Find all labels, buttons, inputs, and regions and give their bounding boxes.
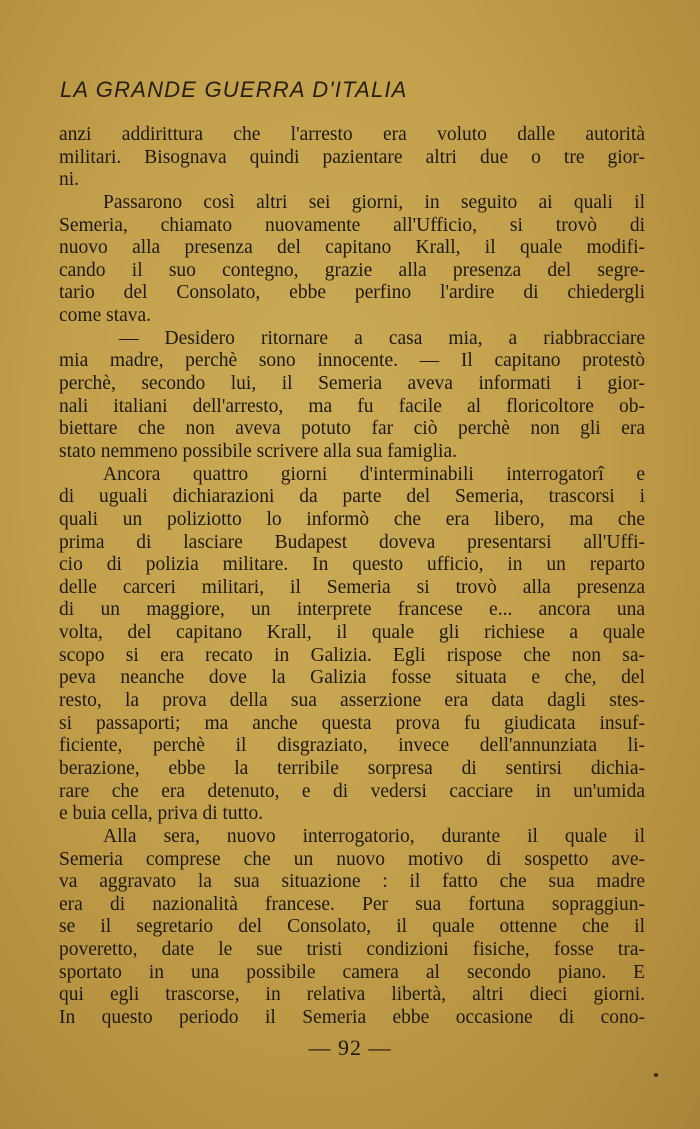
text-line: era di nazionalità francese. Per sua fortuna sopraggiun- bbox=[59, 893, 645, 915]
text-line: si passaporti; ma anche questa prova fu giudicata insuf- bbox=[59, 712, 645, 734]
text-line: In questo periodo il Semeria ebbe occasione di cono- bbox=[59, 1006, 645, 1028]
text-line: Passarono così altri sei giorni, in seguito ai quali il bbox=[103, 191, 645, 213]
text-line: poveretto, date le sue tristi condizioni fisiche, fosse tra- bbox=[59, 939, 645, 961]
text-line: va aggravato la sua situazione : il fatto che sua madre bbox=[59, 871, 645, 893]
text-line: nuovo alla presenza del capitano Krall, il quale modifi- bbox=[59, 237, 645, 259]
text-line: berazione, ebbe la terribile sorpresa di sentirsi dichia- bbox=[59, 757, 645, 779]
ink-speck bbox=[654, 1073, 658, 1077]
text-line: ficiente, perchè il disgraziato, invece dell'annunziata li- bbox=[59, 735, 645, 757]
text-line: militari. Bisognava quindi pazientare altri due o tre gior- bbox=[59, 146, 645, 168]
text-line: resto, la prova della sua asserzione era data dagli stes- bbox=[59, 690, 645, 712]
text-line: nali italiani dell'arresto, ma fu facile al floricoltore ob- bbox=[59, 395, 645, 417]
text-line: di uguali dichiarazioni da parte del Semeria, trascorsi i bbox=[59, 486, 645, 508]
text-line: biettare che non aveva potuto far ciò perchè non gli era bbox=[59, 418, 645, 440]
text-line: perchè, secondo lui, il Semeria aveva informati i gior- bbox=[59, 373, 645, 395]
text-line: prima di lasciare Budapest doveva presentarsi all'Uffi- bbox=[59, 531, 645, 553]
text-line: ni. bbox=[59, 169, 80, 191]
text-line: qui egli trascorse, in relativa libertà, altri dieci giorni. bbox=[59, 984, 645, 1006]
text-line: Alla sera, nuovo interrogatorio, durante il quale il bbox=[103, 825, 645, 847]
body-text bbox=[59, 124, 645, 1030]
text-line: delle carceri militari, il Semeria si trovò alla presenza bbox=[59, 576, 645, 598]
text-line: come stava. bbox=[59, 305, 152, 327]
text-line: scopo si era recato in Galizia. Egli rispose che non sa- bbox=[59, 644, 645, 666]
text-line: cio di polizia militare. In questo ufficio, in un reparto bbox=[59, 554, 645, 576]
text-line: rare che era detenuto, e di vedersi cacciare in un'umida bbox=[59, 780, 645, 802]
text-line: Semeria, chiamato nuovamente all'Ufficio, si trovò di bbox=[59, 214, 645, 236]
text-line: — Desidero ritornare a casa mia, a riabbracciare bbox=[119, 327, 645, 349]
text-line: stato nemmeno possibile scrivere alla sua famiglia. bbox=[59, 440, 458, 462]
text-line: volta, del capitano Krall, il quale gli richiese a quale bbox=[59, 622, 645, 644]
page-number: — 92 — bbox=[308, 1035, 392, 1060]
text-line: quali un poliziotto lo informò che era libero, ma che bbox=[59, 508, 645, 530]
text-line: di un maggiore, un interprete francese e... ancora una bbox=[59, 599, 645, 621]
text-line: Semeria comprese che un nuovo motivo di sospetto ave- bbox=[59, 848, 645, 870]
text-line: e buia cella, priva di tutto. bbox=[59, 803, 264, 825]
running-title: LA GRANDE GUERRA D'ITALIA bbox=[60, 77, 408, 102]
text-line: tario del Consolato, ebbe perfino l'ardire di chiedergli bbox=[59, 282, 645, 304]
text-line: peva neanche dove la Galizia fosse situata e che, del bbox=[59, 667, 645, 689]
text-line: Ancora quattro giorni d'interminabili interrogatorî e bbox=[103, 463, 645, 485]
text-line: cando il suo contegno, grazie alla presenza del segre- bbox=[59, 259, 645, 281]
text-line: anzi addirittura che l'arresto era voluto dalle autorità bbox=[59, 124, 645, 145]
text-line: mia madre, perchè sono innocente. — Il capitano protestò bbox=[59, 350, 645, 372]
text-line: sportato in una possibile camera al secondo piano. E bbox=[59, 961, 645, 983]
text-line: se il segretario del Consolato, il quale ottenne che il bbox=[59, 916, 645, 938]
